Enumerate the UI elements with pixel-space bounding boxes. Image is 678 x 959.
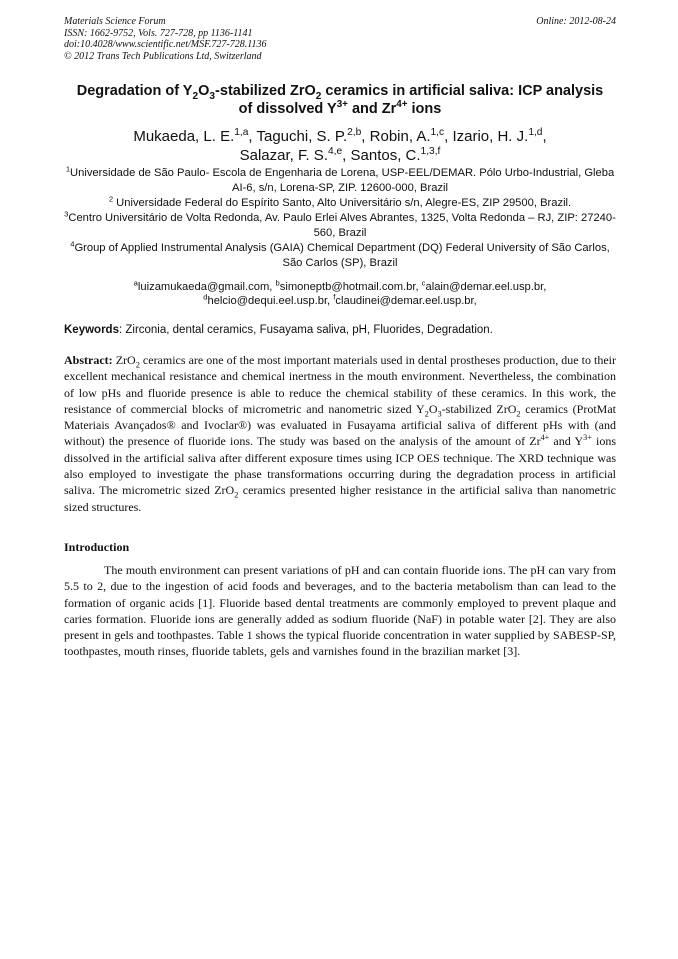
author-list: Mukaeda, L. E.$^{1,a}$, Taguchi, S. P.$^{2,b}$, Robin, A.$^{1,c}$, Izario, H. J.$^{1,d}$, Salazar, F. S.$^{4,e}$, Santos, C.$^{1,3,f}$ — [133, 127, 547, 164]
online-date: Online: 2012-08-24 — [536, 16, 616, 27]
email-link[interactable]: alain@demar.eel.usp.br, — [425, 281, 547, 293]
author-name: Taguchi, S. P. — [256, 128, 348, 145]
affiliation-4: $^4$Group of Applied Instrumental Analysis (GAIA) Chemical Department (DQ) Federal University of São Carlos, São Carlos (SP), Brazil — [70, 239, 610, 269]
author-name: Izario, H. J. — [452, 128, 529, 145]
doi-line: doi:10.4028/www.scientific.net/MSF.727-728.1136 — [64, 39, 267, 50]
affiliation-1: $^1$Universidade de São Paulo- Escola de Engenharia de Lorena, USP-EEL/DEMAR. Pólo Urbo-Industrial, Gleba AI-6, s/n, Lorena-SP, ZIP. 12600-000, Brazil — [65, 164, 615, 194]
author-name: Mukaeda, L. E. — [133, 128, 235, 145]
paper-title: Degradation of $Y_2O_3$-stabilized ZrO$_2$ ceramics in artificial saliva: ICP analysis of dissolved $Y^{3+}$ and $Zr^{4+}$ ions — [76, 83, 604, 117]
author-name: Salazar, F. S. — [239, 147, 328, 164]
keywords-text: : Zirconia, dental ceramics, Fusayama saliva, pH, Fluorides, Degradation. — [118, 324, 493, 336]
copyright-line: © 2012 Trans Tech Publications Ltd, Switzerland — [64, 50, 262, 62]
author-emails: $^a$luizamukaeda@gmail.com, $^b$simoneptb@hotmail.com.br, $^c$alain@demar.eel.usp.br, $^d$helcio@dequi.eel.usp.br, $^f$claudinei@demar.eel.usp.br, — [133, 278, 547, 307]
issn-line: ISSN: 1662-9752, Vols. 727-728, pp 1136-1141 — [64, 27, 253, 39]
email-link[interactable]: helcio@dequi.eel.usp.br, — [207, 295, 334, 307]
affiliation-2: $^2$ Universidade Federal do Espírito Santo, Alto Universitário s/n, Alegre-ES, ZIP 29500, Brazil. — [108, 194, 572, 209]
introduction-paragraph: The mouth environment can present variations of pH and can contain fluoride ions. The pH can vary from 5.5 to 2, due to the ingestion of acid foods and beverages, and to the bacteria metabolism than can lead to the formation of organic acids [1]. Fluoride based dental treatments are commonly employed to prevent plaque and caries formation. Fluoride ions are generally added as sodium fluoride (NaF) in potable water [2]. They are also present in gels and toothpastes. Table 1 shows the typical fluoride concentration in water supplied by SABESP-SP, toothpastes, mouth rinses, fluoride tablets, gels and varnishes found in the brazilian market [3]. — [64, 563, 616, 659]
abstract: Abstract: ZrO$_2$ ceramics are one of the most important materials used in dental prostheses production, due to their excellent mechanical resistance and chemical inertness in the mouth environment. Nevertheless, the combination of low pHs and fluoride presence is able to reduce the chemical stability of these ceramics. In this work, the resistance of commercial blocks of micrometric and nanometric sized $Y_2O_3$-stabilized ZrO$_2$ ceramics (ProtMat Materiais Avançados® and Ivoclar®) was evaluated in Fusayama artificial saliva of different pHs with (and without) the presence of fluoride ions. The study was based on the analysis of the amount of $Zr^{4+}$ and $Y^{3+}$ ions dissolved in the artificial saliva after different exposure times using ICP OES technique. The XRD technique was also employed to investigate the phase transformations occurring during the degradation process in artificial saliva. The micrometric sized ZrO$_2$ ceramics presented higher resistance in the artificial saliva than nanometric sized structures. — [64, 353, 616, 514]
keywords-label: Keywords — [64, 324, 119, 336]
journal-name: Materials Science Forum — [64, 16, 166, 27]
author-name: Santos, C. — [350, 147, 421, 164]
author-name: Robin, A. — [369, 128, 431, 145]
affiliation-3: $^3$Centro Universitário de Volta Redonda, Av. Paulo Erlei Alves Abrantes, 1325, Volta Redonda – RJ, ZIP: 27240-560, Brazil — [64, 209, 616, 239]
email-link[interactable]: luizamukaeda@gmail.com, — [137, 281, 276, 293]
abstract-label: Abstract: — [64, 353, 113, 367]
email-link[interactable]: simoneptb@hotmail.com.br, — [279, 281, 422, 293]
running-header — [64, 16, 616, 62]
keywords — [64, 323, 616, 338]
section-heading-introduction: Introduction — [64, 540, 130, 554]
email-link[interactable]: claudinei@demar.eel.usp.br, — [335, 295, 477, 307]
affiliations — [64, 166, 616, 271]
